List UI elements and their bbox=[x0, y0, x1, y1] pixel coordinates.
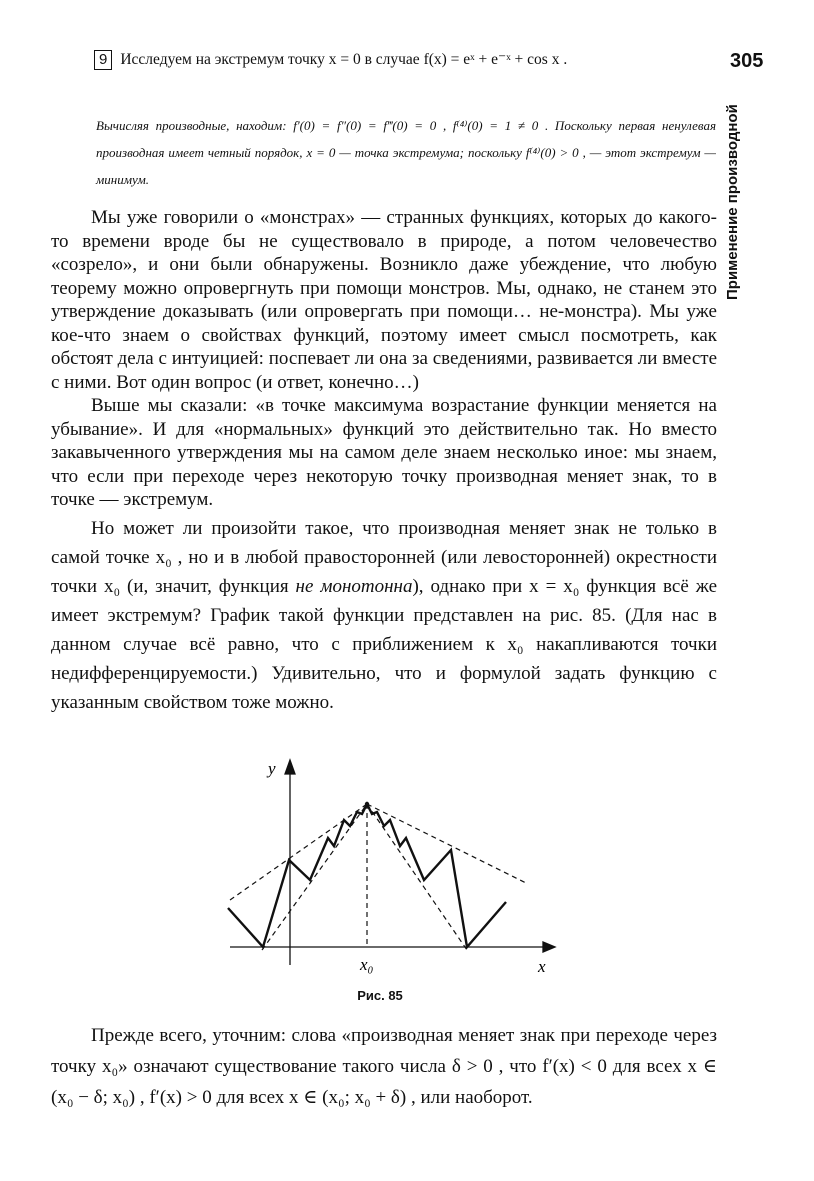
chapter-side-title: Применение производной bbox=[724, 104, 741, 300]
x-axis-label: x bbox=[538, 957, 546, 976]
paragraph-maximum: Выше мы сказали: «в точке максимума возрастание функции меняется на убывание». И для «нормальных» функций это действительно так. Но вместо закавыченного утверждения мы на самом деле знаем несколько иное: мы знаем, что если при переходе через некоторую точку производная меняет знак, то в точке — экстремум. bbox=[51, 395, 717, 510]
paragraph-clarification: Прежде всего, уточним: слова «производная меняет знак при переходе через точку x₀» означают существование такого числа δ > 0 , что f′(x) < 0 для всех x ∈ (x₀ − δ; x₀) , f′(x) > 0 для всех x ∈ (x₀; x₀ + δ) , или наоборот. bbox=[51, 1025, 717, 1108]
paragraph-monsters: Мы уже говорили о «монстрах» — странных функциях, которых до какого-то времени вроде бы не существовало в природе, а потом человечество «созрело», и они были обнаружены. Возникло даже убеждение, что любую теорему можно опровергнуть при помощи монстров. Мы, однако, не станем это утверждение доказывать (или опровергать при помощи… не-монстра). Мы уже кое-что знаем о свойствах функций, поэтому имеет смысл посмотреть, как обстоят дела с интуицией: поспевает ли она за сведениями, развивается ли вместе с ними. Вот один вопрос (и ответ, конечно…) bbox=[51, 207, 717, 393]
task-text: Исследуем на экстремум точку x = 0 в случае f(x) = eˣ + e⁻ˣ + cos x . bbox=[120, 51, 568, 68]
y-axis-label: y bbox=[268, 759, 276, 778]
paragraph-question-part2: ), однако при x = x₀ функция всё же имеет экстремум? График такой функции представлен на рис. 85. (Для нас в данном случае всё равно, что с приближением к x₀ накапливаются точки недифференцируемости.) Удивительно, что и формулой задать функцию с указанным свойством тоже можно. bbox=[51, 575, 718, 713]
x-axis-arrow bbox=[543, 942, 555, 952]
paragraph-question-italic: не монотонна bbox=[295, 575, 413, 597]
paragraph-question-part1: Но может ли произойти такое, что производная меняет знак не только в самой точке x₀ , но и в любой правосторонней (или левосторонней) окрестности точки x₀ (и, значит, функция bbox=[51, 517, 717, 597]
closing-text bbox=[51, 1020, 717, 1113]
right-lower-envelope bbox=[367, 804, 467, 950]
right-upper-envelope bbox=[367, 804, 528, 884]
task-number: 9 bbox=[94, 50, 112, 70]
main-text bbox=[51, 206, 717, 717]
x0-label: x₀ bbox=[360, 955, 374, 974]
solution-text: Вычисляя производные, находим: f′(0) = f″(0) = f‴(0) = 0 , f⁽⁴⁾(0) = 1 ≠ 0 . Поскольку первая ненулевая производная имеет четный порядок, x = 0 — точка экстремума; поскольку f⁽⁴⁾(0) > 0 , — этот экстремум — минимум. bbox=[96, 118, 716, 187]
paragraph-question bbox=[51, 514, 717, 717]
figure-caption: Рис. 85 bbox=[357, 988, 403, 1003]
left-upper-envelope bbox=[230, 804, 367, 900]
figure-85 bbox=[210, 750, 570, 1020]
page-number: 305 bbox=[730, 50, 764, 72]
extremum-point bbox=[365, 802, 369, 806]
y-axis-arrow bbox=[285, 760, 295, 774]
task-line bbox=[94, 50, 774, 70]
